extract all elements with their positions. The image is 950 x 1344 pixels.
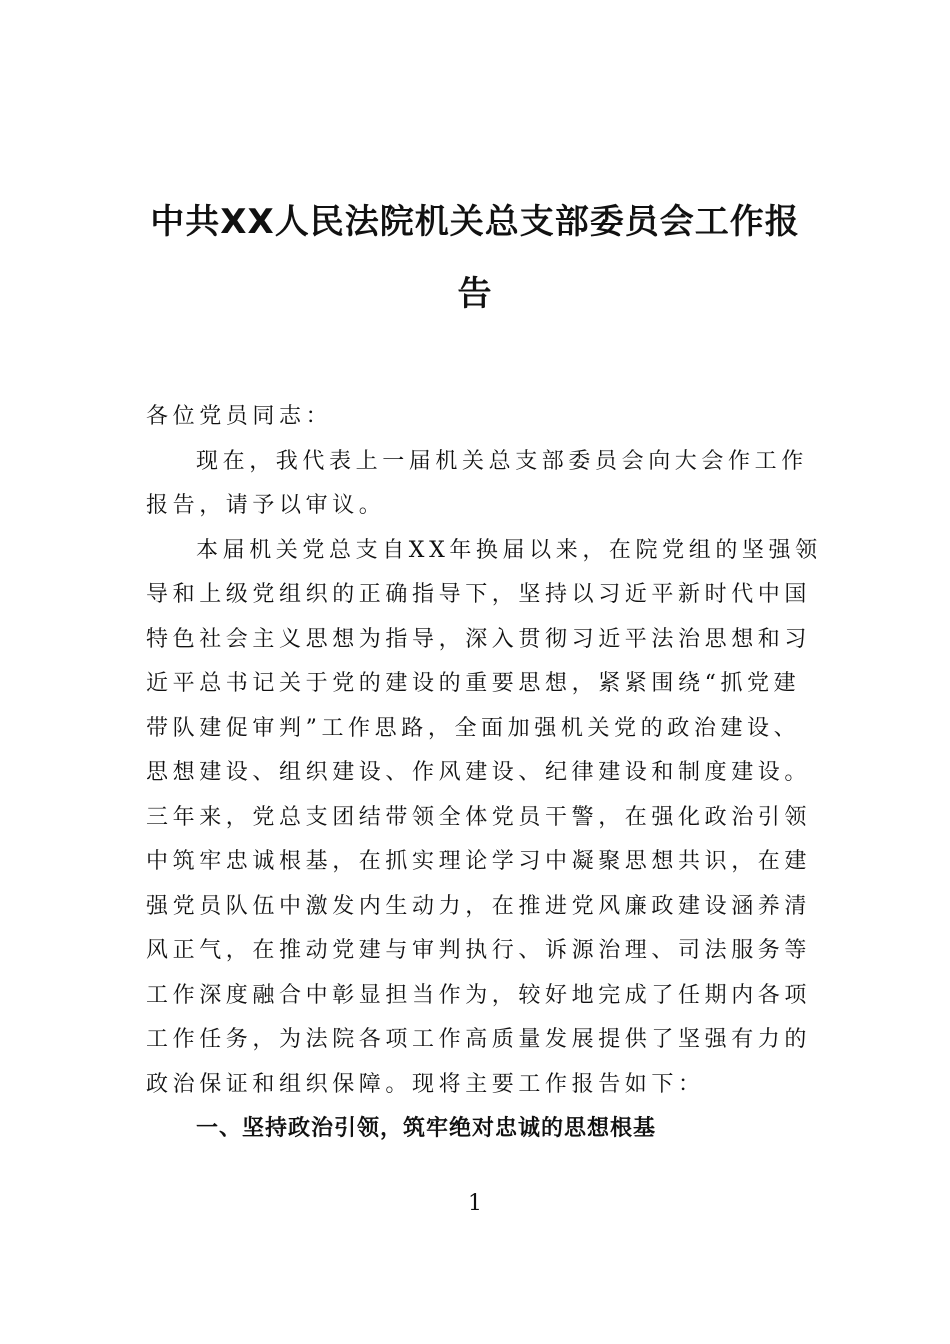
title-line-1: 中共XX人民法院机关总支部委员会工作报 (150, 202, 800, 242)
paragraph-2-line: 带队建促审判”工作思路，全面加强机关党的政治建设、 (146, 715, 801, 741)
paragraph-2-line: 中筑牢忠诚根基，在抓实理论学习中凝聚思想共识，在建 (146, 849, 812, 874)
document-title (140, 186, 810, 330)
document-body (146, 395, 822, 1152)
paragraph-1-line: 现在，我代表上一届机关总支部委员会向大会作工作 (196, 448, 808, 474)
paragraph-2-line: 导和上级党组织的正确指导下，坚持以习近平新时代中国 (146, 582, 812, 607)
paragraph-2-line: 思想建设、组织建设、作风建设、纪律建设和制度建设。 (146, 760, 812, 785)
paragraph-2-line: 本届机关党总支自XX年换届以来，在院党组的坚强领 (196, 537, 822, 563)
paragraph-2-line: 风正气，在推动党建与审判执行、诉源治理、司法服务等 (146, 938, 812, 963)
paragraph-1-line: 报告，请予以审议。 (146, 493, 386, 518)
paragraph-2-line: 三年来，党总支团结带领全体党员干警，在强化政治引领 (146, 804, 812, 830)
page-number: 1 (468, 1191, 482, 1216)
paragraph-2-line: 工作深度融合中彰显担当作为，较好地完成了任期内各项 (146, 982, 812, 1008)
paragraph-2-line: 工作任务，为法院各项工作高质量发展提供了坚强有力的 (146, 1027, 812, 1052)
paragraph-2-line: 政治保证和组织保障。现将主要工作报告如下： (146, 1071, 705, 1097)
section-heading: 一、坚持政治引领，筑牢绝对忠诚的思想根基 (196, 1116, 657, 1141)
title-line-2: 告 (457, 274, 493, 314)
paragraph-2-line: 近平总书记关于党的建设的重要思想，紧紧围绕“抓党建 (146, 671, 801, 696)
paragraph-2-line: 特色社会主义思想为指导，深入贯彻习近平法治思想和习 (146, 626, 812, 652)
salutation: 各位党员同志： (146, 404, 333, 429)
paragraph-2-line: 强党员队伍中激发内生动力，在推进党风廉政建设涵养清 (146, 893, 812, 919)
